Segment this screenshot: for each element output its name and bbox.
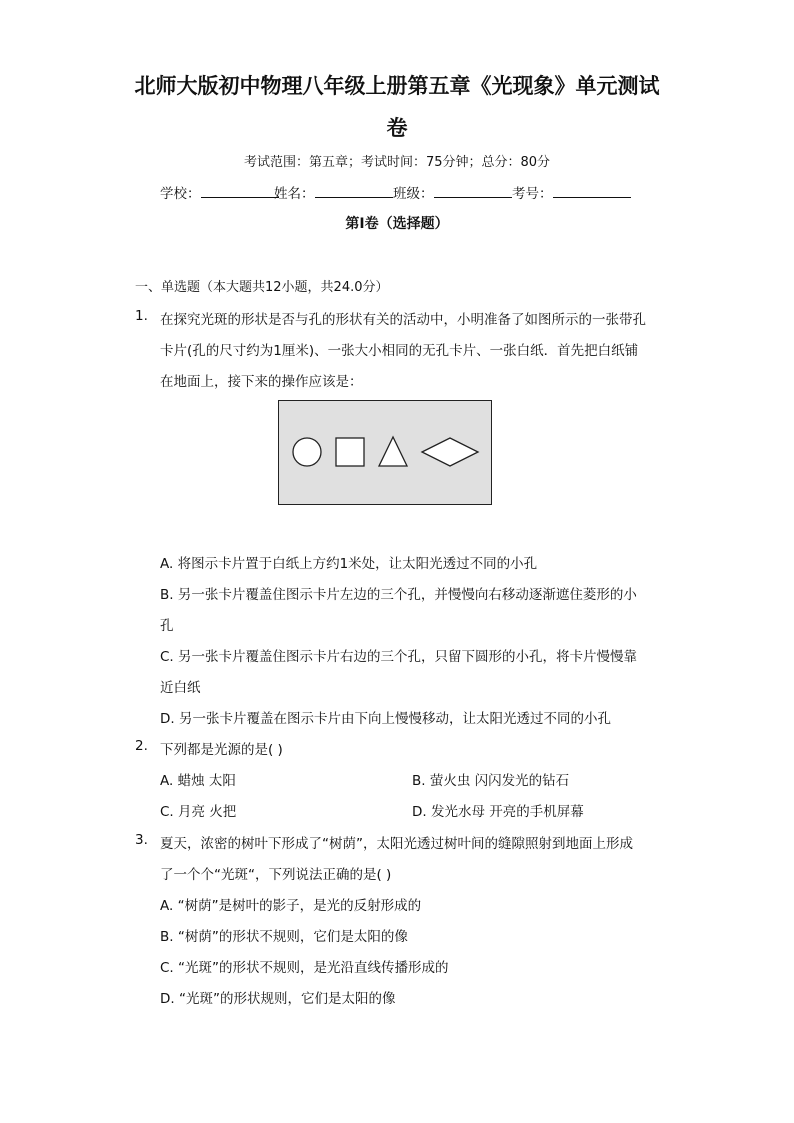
question-1-option-b-cont[interactable]: 孔 <box>160 618 174 634</box>
question-1-number: 1. <box>135 308 148 324</box>
question-3-option-a[interactable]: A. “树荫”是树叶的影子，是光的反射形成的 <box>160 898 422 914</box>
question-1-option-c-cont[interactable]: 近白纸 <box>160 680 201 696</box>
exam-number-field[interactable] <box>512 182 631 202</box>
question-1-option-b[interactable]: B. 另一张卡片覆盖住图示卡片左边的三个孔，并慢慢向右移动逐渐遮住菱形的小 <box>160 587 637 603</box>
question-1-line: 卡片(孔的尺寸约为1厘米)、一张大小相同的无孔卡片、一张白纸．首先把白纸铺 <box>160 343 639 359</box>
exam-number-blank[interactable] <box>553 185 631 198</box>
class-field[interactable] <box>393 182 512 202</box>
circle-hole-shape <box>293 438 321 466</box>
question-1-line: 在探究光斑的形状是否与孔的形状有关的活动中，小明准备了如图所示的一张带孔 <box>160 312 646 328</box>
exam-info: 考试范围：第五章；考试时间：75分钟；总分：80分 <box>243 155 551 170</box>
diamond-hole-shape <box>422 438 478 466</box>
document-title-line2: 卷 <box>386 115 408 140</box>
school-label: 学校： <box>160 186 201 202</box>
question-3-number: 3. <box>135 832 148 848</box>
question-3-line: 夏天，浓密的树叶下形成了“树荫”，太阳光透过树叶间的缝隙照射到地面上形成 <box>160 836 633 852</box>
question-2-number: 2. <box>135 738 148 754</box>
question-2-option-b[interactable]: B. 萤火虫 闪闪发光的钻石 <box>412 773 570 789</box>
question-1-option-c[interactable]: C. 另一张卡片覆盖住图示卡片右边的三个孔，只留下圆形的小孔，将卡片慢慢靠 <box>160 649 638 665</box>
name-blank[interactable] <box>315 185 393 198</box>
section-heading: 一、单选题（本大题共12小题，共24.0分） <box>135 280 389 295</box>
question-1-option-a[interactable]: A. 将图示卡片置于白纸上方约1米处，让太阳光透过不同的小孔 <box>160 556 538 572</box>
triangle-hole-shape <box>379 437 407 466</box>
name-field[interactable] <box>274 182 393 202</box>
class-blank[interactable] <box>434 185 512 198</box>
question-2-line: 下列都是光源的是( ) <box>160 742 283 758</box>
question-3-option-b[interactable]: B. “树荫”的形状不规则，它们是太阳的像 <box>160 929 408 945</box>
card-with-holes-figure <box>278 400 492 505</box>
school-blank[interactable] <box>201 185 279 198</box>
question-2-option-d[interactable]: D. 发光水母 开亮的手机屏幕 <box>412 804 584 820</box>
question-3-option-d[interactable]: D. “光斑”的形状规则，它们是太阳的像 <box>160 991 396 1007</box>
document-title-line1: 北师大版初中物理八年级上册第五章《光现象》单元测试 <box>134 73 660 98</box>
question-3-line: 了一个个“光斑“，下列说法正确的是( ) <box>160 867 392 883</box>
part-heading: 第I卷（选择题） <box>345 216 449 232</box>
exam-number-label: 考号： <box>512 186 553 202</box>
class-label: 班级： <box>393 186 434 202</box>
question-3-option-c[interactable]: C. “光斑”的形状不规则，是光沿直线传播形成的 <box>160 960 449 976</box>
square-hole-shape <box>336 438 364 466</box>
question-2-option-c[interactable]: C. 月亮 火把 <box>160 804 237 820</box>
question-1-line: 在地面上，接下来的操作应该是： <box>160 374 363 390</box>
school-field[interactable] <box>160 182 279 202</box>
question-2-option-a[interactable]: A. 蜡烛 太阳 <box>160 773 236 789</box>
name-label: 姓名： <box>274 186 315 202</box>
question-1-option-d[interactable]: D. 另一张卡片覆盖在图示卡片由下向上慢慢移动，让太阳光透过不同的小孔 <box>160 711 611 727</box>
